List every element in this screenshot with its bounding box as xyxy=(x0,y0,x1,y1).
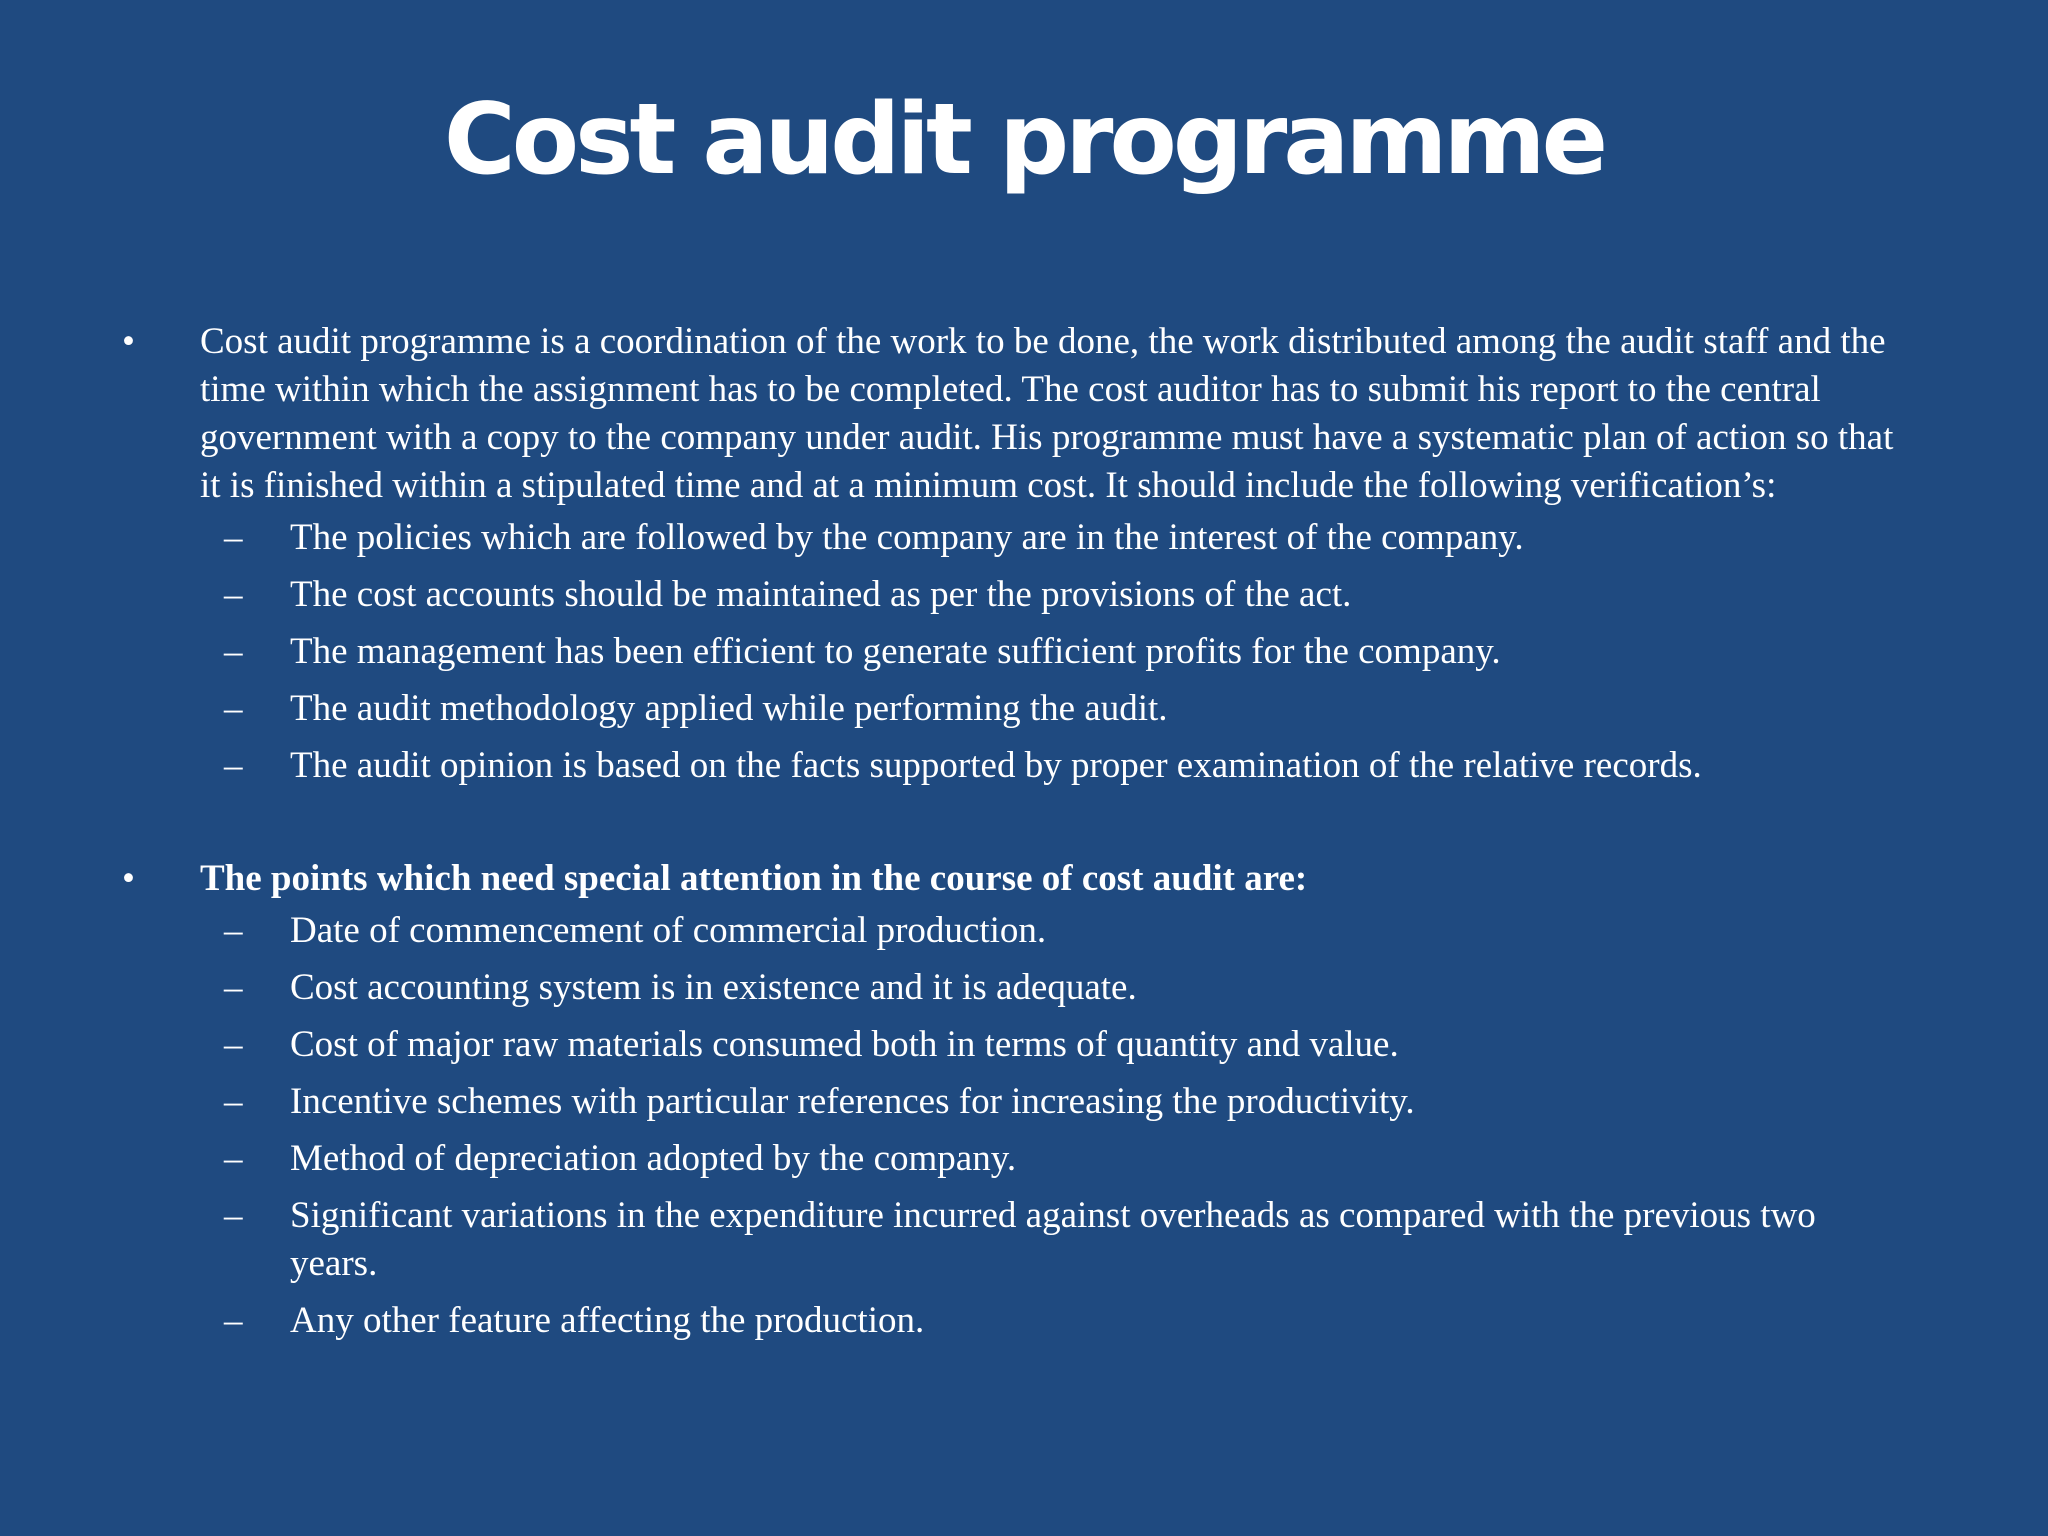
list-item-text: The policies which are followed by the company are in the interest of the company. xyxy=(290,517,1524,558)
dash-marker: – xyxy=(224,631,243,672)
section-gap xyxy=(0,799,2048,855)
dash-marker: – xyxy=(224,745,243,786)
bullet-text: Cost audit programme is a coordination of the work to be done, the work distributed among the audit staff and the time within which the assignment has to be completed. The cost auditor has to submit his report to the central government with a copy to the company under audit. His programme must have a systematic plan of action so that it is finished within a stipulated time and at a minimum cost. It should include the following verification’s: xyxy=(200,321,1894,506)
list-item xyxy=(0,964,2048,1012)
list-item-text: The audit opinion is based on the facts supported by proper examination of the relative records. xyxy=(290,745,1702,786)
dash-marker: – xyxy=(224,517,243,558)
list-item-text: Method of depreciation adopted by the company. xyxy=(290,1138,1017,1179)
dash-marker: – xyxy=(224,1195,243,1236)
list-item xyxy=(0,628,2048,676)
slide-title: Cost audit programme xyxy=(443,83,1605,197)
bullet-coordination xyxy=(0,318,2048,510)
list-item xyxy=(0,514,2048,562)
list-item-text: Cost accounting system is in existence and it is adequate. xyxy=(290,967,1137,1008)
list-item xyxy=(0,907,2048,955)
verification-list xyxy=(0,514,2048,790)
bullet-text: The points which need special attention in the course of cost audit are: xyxy=(200,858,1308,899)
dash-marker: – xyxy=(224,688,243,729)
list-item xyxy=(0,1297,2048,1345)
list-item xyxy=(0,1078,2048,1126)
bullet-marker: • xyxy=(122,858,135,899)
list-item-text: Significant variations in the expenditure incurred against overheads as compared with the previous two years. xyxy=(290,1195,1816,1284)
list-item-text: The audit methodology applied while performing the audit. xyxy=(290,688,1168,729)
dash-marker: – xyxy=(224,967,243,1008)
dash-marker: – xyxy=(224,1024,243,1065)
list-item-text: Incentive schemes with particular references for increasing the productivity. xyxy=(290,1081,1415,1122)
list-item-text: The cost accounts should be maintained as per the provisions of the act. xyxy=(290,574,1352,615)
list-item xyxy=(0,571,2048,619)
bullet-special-attention xyxy=(0,855,2048,903)
list-item-text: The management has been efficient to generate sufficient profits for the company. xyxy=(290,631,1501,672)
dash-marker: – xyxy=(224,1300,243,1341)
list-item xyxy=(0,1135,2048,1183)
list-item-text: Date of commencement of commercial production. xyxy=(290,910,1047,951)
dash-marker: – xyxy=(224,910,243,951)
slide-content xyxy=(0,318,2048,1354)
list-item xyxy=(0,1192,2048,1288)
attention-points-list xyxy=(0,907,2048,1345)
list-item-text: Cost of major raw materials consumed both in terms of quantity and value. xyxy=(290,1024,1399,1065)
dash-marker: – xyxy=(224,1138,243,1179)
list-item xyxy=(0,742,2048,790)
dash-marker: – xyxy=(224,574,243,615)
dash-marker: – xyxy=(224,1081,243,1122)
list-item-text: Any other feature affecting the production. xyxy=(290,1300,925,1341)
bullet-marker: • xyxy=(122,321,135,362)
list-item xyxy=(0,1021,2048,1069)
list-item xyxy=(0,685,2048,733)
